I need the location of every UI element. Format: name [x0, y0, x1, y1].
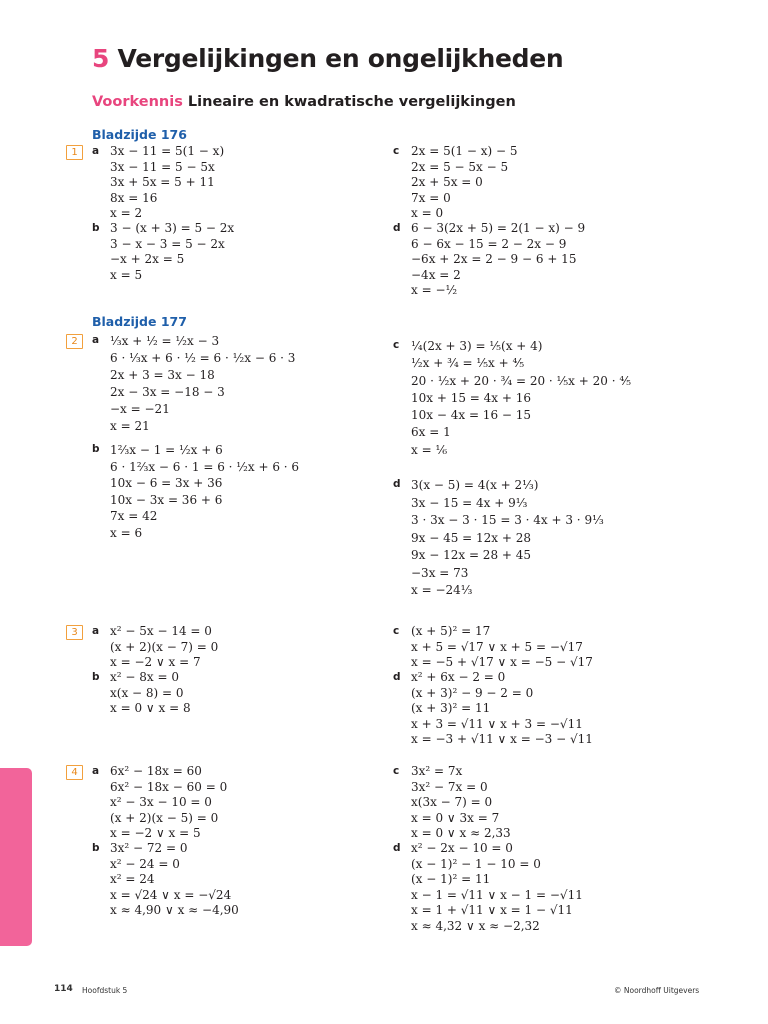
solution-1b — [110, 221, 234, 283]
solution-line: 6 · 1⅔x − 6 · 1 = 6 · ½x + 6 · 6 — [110, 459, 300, 474]
part-letter: c — [393, 625, 400, 637]
solution-3c — [411, 624, 593, 671]
page-heading-176: Bladzijde 176 — [92, 127, 187, 142]
solution-1a — [110, 144, 224, 222]
solution-line: 2x = 5(1 − x) − 5 — [411, 144, 518, 158]
solution-line: x² − 8x = 0 — [110, 670, 179, 684]
solution-line: 6x² − 18x = 60 — [110, 764, 202, 778]
solution-line: 6 − 3(2x + 5) = 2(1 − x) − 9 — [411, 221, 586, 235]
solution-line: x = √24 ∨ x = −√24 — [110, 887, 232, 902]
solution-line: ¼(2x + 3) = ⅕(x + 4) — [411, 339, 543, 353]
section-title — [92, 94, 516, 110]
solution-line: x = −½ — [411, 283, 458, 297]
solution-line: x = −5 + √17 ∨ x = −5 − √17 — [411, 655, 593, 669]
part-letter: c — [393, 339, 400, 351]
solution-4b — [110, 841, 239, 919]
solution-line: 6 · ⅓x + 6 · ½ = 6 · ½x − 6 · 3 — [110, 351, 296, 365]
exercise-number-3: 3 — [66, 625, 83, 640]
solution-line: 10x − 4x = 16 − 15 — [411, 408, 532, 423]
solution-line: 10x − 6 = 3x + 36 — [110, 476, 223, 490]
solution-line: x² − 24 = 0 — [110, 856, 180, 871]
solution-line: 6 − 6x − 15 = 2 − 2x − 9 — [411, 236, 567, 251]
solution-line: (x + 3)² = 11 — [411, 701, 491, 715]
part-letter: d — [393, 842, 401, 854]
solution-line: (x + 3)² − 9 − 2 = 0 — [411, 685, 534, 700]
part-letter: b — [92, 671, 100, 683]
solution-line: 3 − (x + 3) = 5 − 2x — [110, 221, 235, 235]
chapter-title-text: Vergelijkingen en ongelijkheden — [117, 44, 564, 73]
solution-4c — [411, 764, 511, 842]
solution-line: −4x = 2 — [411, 267, 461, 282]
solution-line: x = −24⅓ — [411, 583, 473, 597]
solution-2c — [411, 338, 631, 459]
solution-line: x = 0 ∨ 3x = 7 — [411, 810, 500, 825]
solution-line: 3x − 11 = 5 − 5x — [110, 159, 215, 174]
solution-line: 1⅔x − 1 = ½x + 6 — [110, 443, 223, 457]
solution-line: −6x + 2x = 2 − 9 − 6 + 15 — [411, 252, 577, 266]
solution-line: x ≈ 4,32 ∨ x ≈ −2,32 — [411, 918, 540, 933]
solution-line: 3(x − 5) = 4(x + 2⅓) — [411, 478, 539, 492]
part-letter: d — [393, 671, 401, 683]
solution-line: 3x + 5x = 5 + 11 — [110, 175, 215, 189]
part-letter: b — [92, 443, 100, 455]
solution-line: x² + 6x − 2 = 0 — [411, 670, 506, 684]
solution-line: (x + 5)² = 17 — [411, 624, 491, 638]
solution-line: (x − 1)² = 11 — [411, 872, 491, 886]
solution-line: 2x + 5x = 0 — [411, 175, 483, 189]
solution-line: −3x = 73 — [411, 565, 469, 580]
solution-line: x ≈ 4,90 ∨ x ≈ −4,90 — [110, 903, 239, 917]
solution-line: x + 3 = √11 ∨ x + 3 = −√11 — [411, 716, 583, 731]
solution-3d — [411, 670, 593, 748]
solution-line: x² − 2x − 10 = 0 — [411, 841, 513, 855]
solution-line: x − 1 = √11 ∨ x − 1 = −√11 — [411, 887, 583, 902]
page-number: 114 — [54, 984, 73, 994]
section-prefix: Voorkennis — [92, 94, 183, 110]
solution-line: x = −3 + √11 ∨ x = −3 − √11 — [411, 732, 593, 746]
solution-line: ½x + ¾ = ⅕x + ⅘ — [411, 356, 525, 371]
solution-line: 7x = 0 — [411, 190, 451, 205]
solution-line: 7x = 42 — [110, 509, 158, 523]
solution-line: 10x − 3x = 36 + 6 — [110, 492, 223, 507]
solution-line: x + 5 = √17 ∨ x + 5 = −√17 — [411, 639, 583, 654]
solution-2d — [411, 477, 604, 600]
part-letter: c — [393, 765, 400, 777]
solution-line: x = 6 — [110, 525, 143, 540]
solution-line: x = 0 ∨ x ≈ 2,33 — [411, 826, 511, 840]
part-letter: d — [393, 222, 401, 234]
chapter-color-tab — [0, 768, 32, 946]
solution-line: x² − 3x − 10 = 0 — [110, 795, 212, 809]
solution-line: 8x = 16 — [110, 190, 158, 205]
part-letter: a — [92, 145, 100, 157]
solution-line: x² = 24 — [110, 872, 155, 886]
solution-line: x = 21 — [110, 419, 150, 433]
solution-line: 10x + 15 = 4x + 16 — [411, 390, 532, 405]
solution-line: 6x² − 18x − 60 = 0 — [110, 779, 228, 794]
solution-line: 3 − x − 3 = 5 − 2x — [110, 236, 225, 251]
solution-1d — [411, 221, 585, 299]
solution-3b — [110, 670, 191, 717]
part-letter: c — [393, 145, 400, 157]
footer-chapter: Hoofdstuk 5 — [82, 986, 128, 995]
exercise-number-2: 2 — [66, 334, 83, 349]
footer-copyright: © Noordhoff Uitgevers — [614, 986, 700, 995]
solution-line: x = 2 — [110, 206, 143, 220]
solution-line: 3x² − 7x = 0 — [411, 779, 488, 794]
solution-line: (x + 2)(x − 7) = 0 — [110, 639, 219, 654]
solution-line: 6x = 1 — [411, 425, 451, 440]
solution-line: 20 · ½x + 20 · ¾ = 20 · ⅕x + 20 · ⅘ — [411, 373, 631, 388]
solution-line: 2x + 3 = 3x − 18 — [110, 368, 215, 382]
solution-line: x = −2 ∨ x = 7 — [110, 655, 201, 669]
solution-line: 9x − 12x = 28 + 45 — [411, 548, 532, 562]
solution-line: 3x² − 72 = 0 — [110, 841, 188, 855]
solution-line: x = 0 ∨ x = 8 — [110, 701, 191, 715]
solution-line: 2x − 3x = −18 − 3 — [110, 385, 225, 399]
part-letter: d — [393, 478, 401, 490]
part-letter: b — [92, 222, 100, 234]
solution-line: 3x² = 7x — [411, 764, 463, 778]
solution-line: x = 0 — [411, 206, 444, 220]
chapter-title — [92, 44, 563, 73]
part-letter: a — [92, 334, 100, 346]
solution-line: x = 5 — [110, 267, 143, 282]
solution-line: 2x = 5 − 5x − 5 — [411, 159, 509, 174]
solution-4a — [110, 764, 227, 842]
solution-4d — [411, 841, 583, 934]
solution-line: x(x − 8) = 0 — [110, 685, 184, 700]
solution-line: x = ⅙ — [411, 442, 448, 457]
part-letter: b — [92, 842, 100, 854]
page-heading-177: Bladzijde 177 — [92, 314, 187, 329]
exercise-number-1: 1 — [66, 145, 83, 160]
solution-line: x = −2 ∨ x = 5 — [110, 826, 201, 840]
solution-line: 3x − 15 = 4x + 9⅓ — [411, 495, 528, 510]
solution-line: 3 · 3x − 3 · 15 = 3 · 4x + 3 · 9⅓ — [411, 513, 604, 527]
solution-line: x = 1 + √11 ∨ x = 1 − √11 — [411, 903, 573, 917]
part-letter: a — [92, 765, 100, 777]
solution-line: (x + 2)(x − 5) = 0 — [110, 810, 219, 825]
solution-2a — [110, 333, 295, 435]
solution-line: −x + 2x = 5 — [110, 252, 185, 266]
solution-2b — [110, 442, 299, 541]
solution-line: −x = −21 — [110, 402, 170, 416]
solution-line: 9x − 45 = 12x + 28 — [411, 530, 532, 545]
part-letter: a — [92, 625, 100, 637]
solution-line: 3x − 11 = 5(1 − x) — [110, 144, 225, 158]
solution-line: (x − 1)² − 1 − 10 = 0 — [411, 856, 541, 871]
solution-line: x² − 5x − 14 = 0 — [110, 624, 212, 638]
solution-3a — [110, 624, 218, 671]
solution-line: x(3x − 7) = 0 — [411, 795, 493, 809]
chapter-number: 5 — [92, 44, 110, 73]
section-title-text: Lineaire en kwadratische vergelijkingen — [187, 94, 516, 110]
solution-1c — [411, 144, 518, 222]
solution-line: ⅓x + ½ = ½x − 3 — [110, 334, 220, 348]
exercise-number-4: 4 — [66, 765, 83, 780]
